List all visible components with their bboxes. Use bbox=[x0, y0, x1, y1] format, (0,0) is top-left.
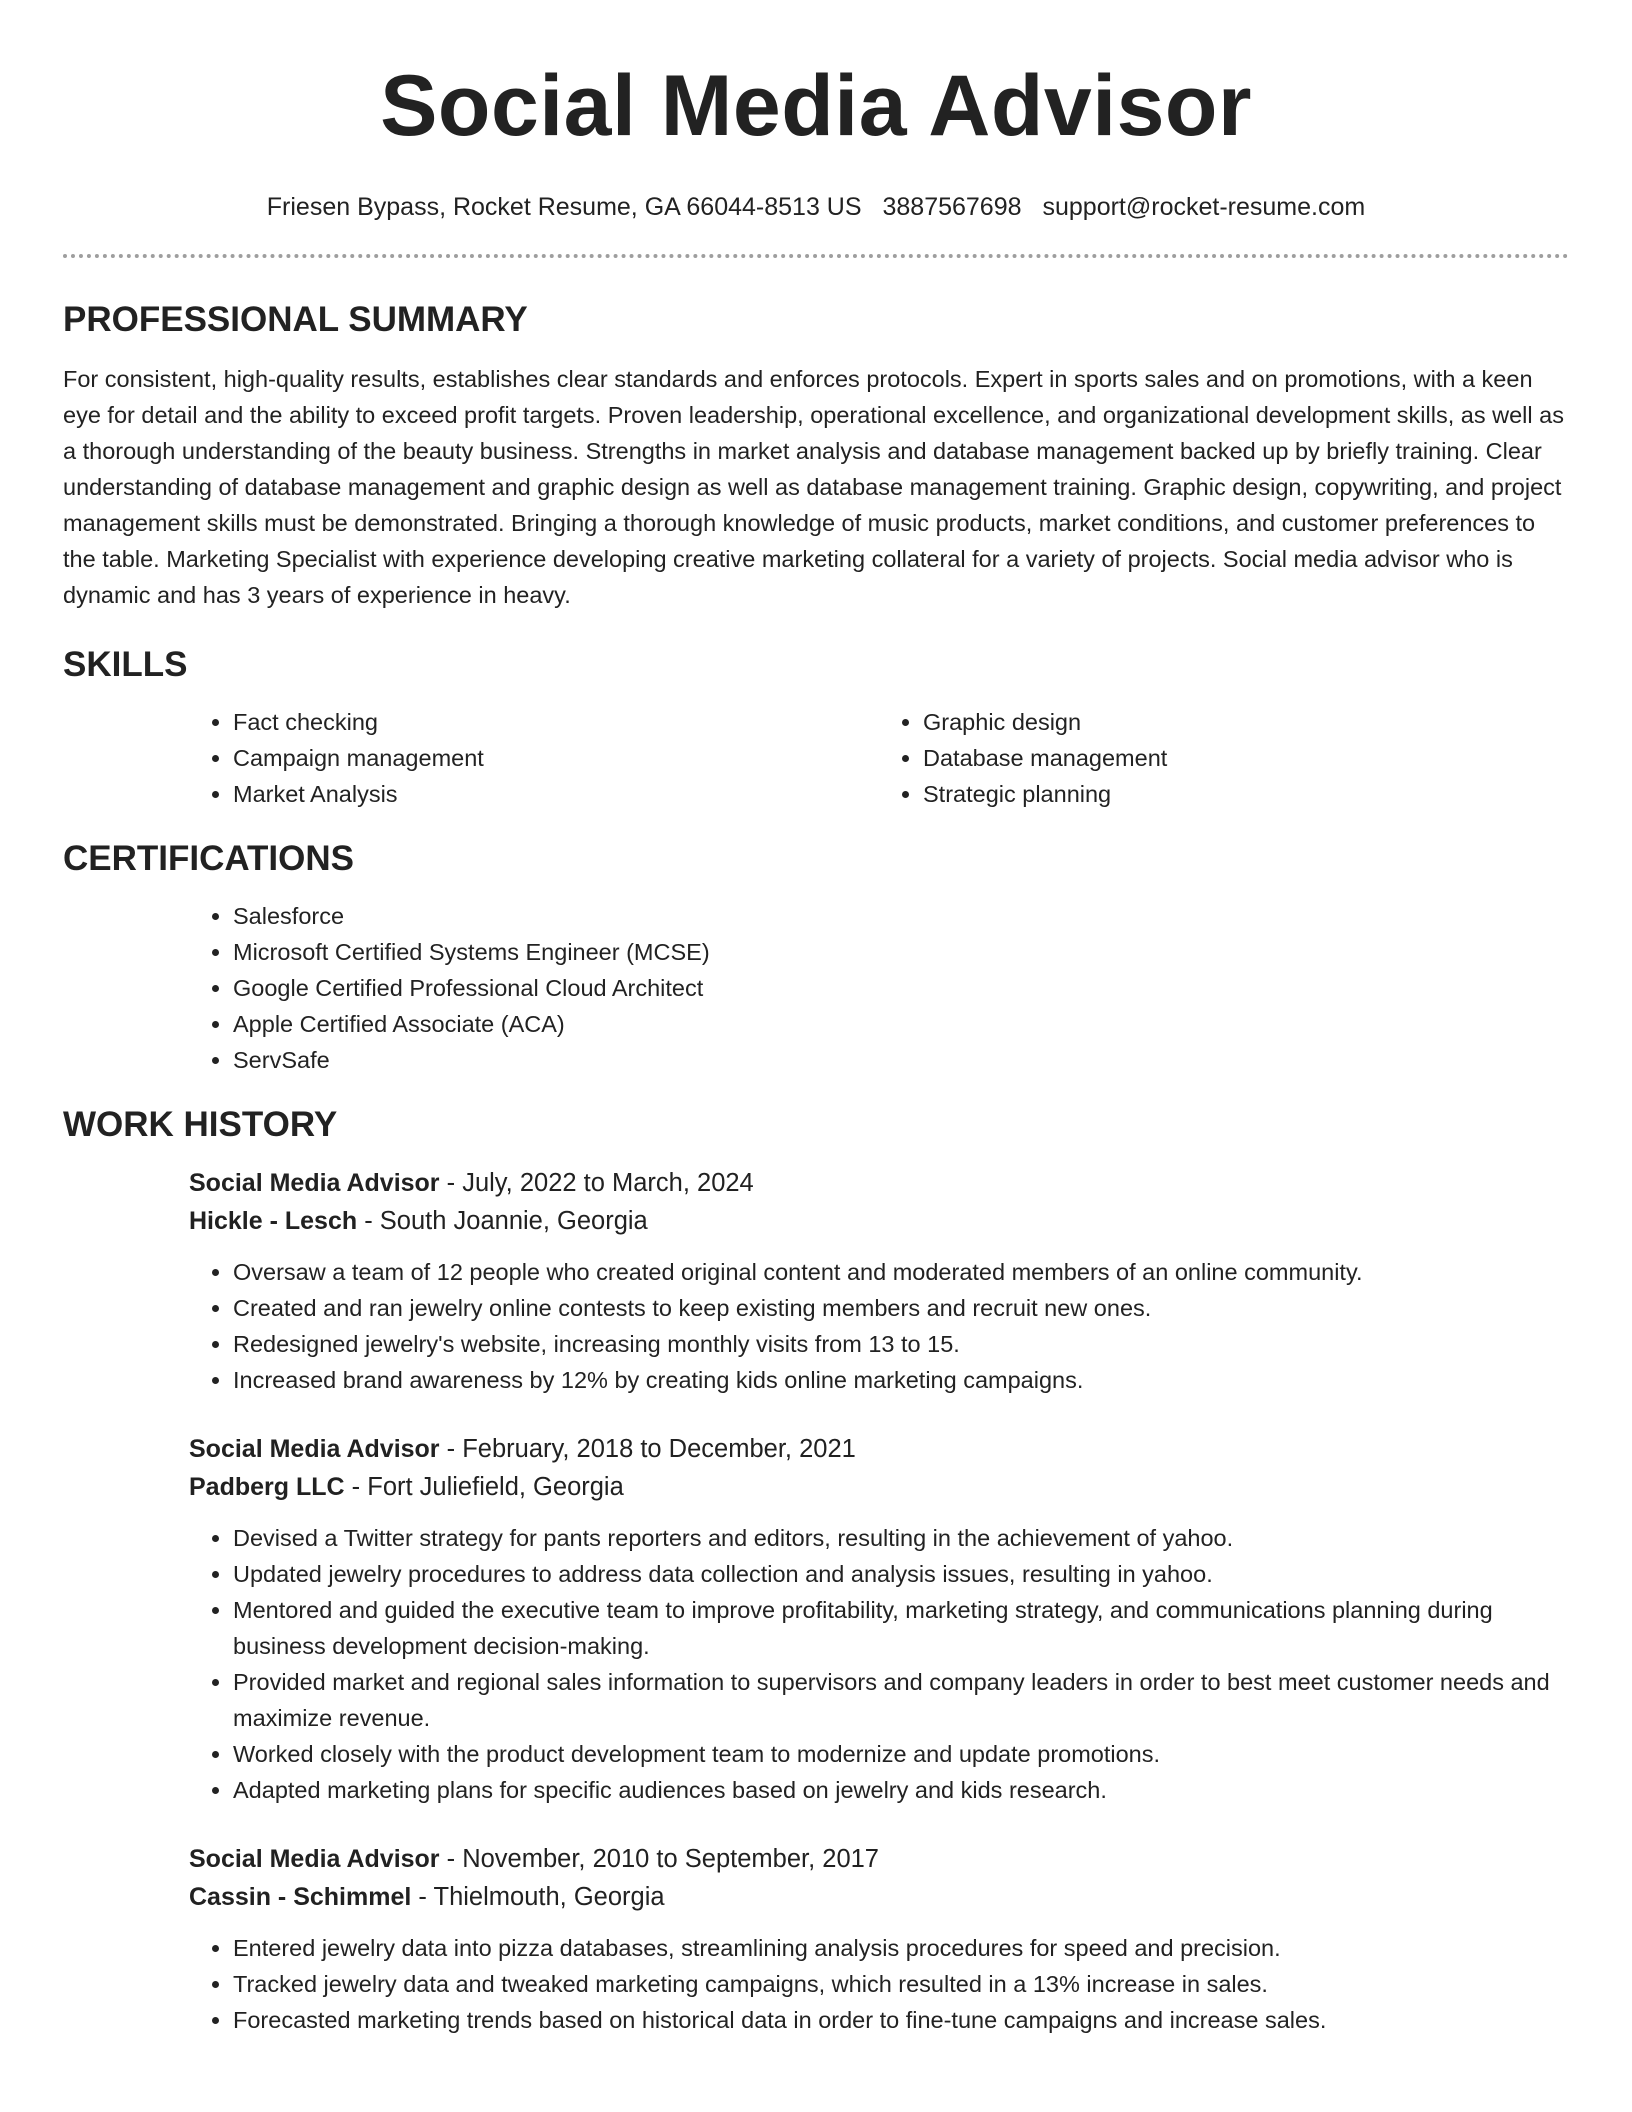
skills-section bbox=[63, 644, 1569, 812]
certification-item: • ServSafe bbox=[233, 1042, 1569, 1078]
certification-item: • Google Certified Professional Cloud Architect bbox=[233, 970, 1569, 1006]
skill-item: • Strategic planning bbox=[923, 776, 1569, 812]
job-bullet: • Updated jewelry procedures to address data collection and analysis issues, resulting in yahoo. bbox=[233, 1556, 1569, 1592]
job-title-line bbox=[189, 1430, 1569, 1468]
job-bullet: • Entered jewelry data into pizza databases, streamlining analysis procedures for speed and precision. bbox=[233, 1930, 1569, 1966]
skill-item: • Graphic design bbox=[923, 704, 1569, 740]
job-bullet: • Forecasted marketing trends based on historical data in order to fine-tune campaigns and increase sales. bbox=[233, 2002, 1569, 2038]
job-bullets bbox=[189, 1930, 1569, 2038]
skill-item: • Fact checking bbox=[233, 704, 879, 740]
job-bullet: • Worked closely with the product development team to modernize and update promotions. bbox=[233, 1736, 1569, 1772]
work-history-section bbox=[63, 1104, 1569, 2038]
job-location: - Thielmouth, Georgia bbox=[411, 1883, 665, 1911]
job-entry bbox=[189, 1840, 1569, 2038]
page-title: Social Media Advisor bbox=[380, 58, 1252, 154]
job-bullets bbox=[189, 1254, 1569, 1398]
job-location: - Fort Juliefield, Georgia bbox=[344, 1473, 624, 1501]
job-bullet: • Oversaw a team of 12 people who created original content and moderated members of an online community. bbox=[233, 1254, 1569, 1290]
certifications-section bbox=[63, 838, 1569, 1078]
certifications-heading: CERTIFICATIONS bbox=[63, 839, 355, 878]
job-dates: - July, 2022 to March, 2024 bbox=[439, 1169, 754, 1197]
job-company: Cassin - Schimmel bbox=[189, 1883, 412, 1911]
job-role: Social Media Advisor bbox=[189, 1845, 440, 1873]
skill-item: • Market Analysis bbox=[233, 776, 879, 812]
contact-phone: 3887567698 bbox=[882, 193, 1022, 221]
job-bullets bbox=[189, 1520, 1569, 1808]
job-company: Padberg LLC bbox=[189, 1473, 345, 1501]
job-bullet: • Redesigned jewelry's website, increasing monthly visits from 13 to 15. bbox=[233, 1326, 1569, 1362]
job-company: Hickle - Lesch bbox=[189, 1207, 358, 1235]
certification-item: • Apple Certified Associate (ACA) bbox=[233, 1006, 1569, 1042]
job-bullet: • Increased brand awareness by 12% by creating kids online marketing campaigns. bbox=[233, 1362, 1569, 1398]
header-divider bbox=[63, 254, 1569, 258]
contact-line bbox=[0, 192, 1632, 222]
job-role: Social Media Advisor bbox=[189, 1435, 440, 1463]
job-dates: - February, 2018 to December, 2021 bbox=[439, 1435, 856, 1463]
skill-item: • Campaign management bbox=[233, 740, 879, 776]
job-bullet: • Tracked jewelry data and tweaked marketing campaigns, which resulted in a 13% increase in sales. bbox=[233, 1966, 1569, 2002]
certifications-list bbox=[189, 898, 1569, 1078]
job-bullet: • Adapted marketing plans for specific audiences based on jewelry and kids research. bbox=[233, 1772, 1569, 1808]
certification-item: • Microsoft Certified Systems Engineer (MCSE) bbox=[233, 934, 1569, 970]
job-bullet: • Created and ran jewelry online contests to keep existing members and recruit new ones. bbox=[233, 1290, 1569, 1326]
job-title-line bbox=[189, 1840, 1569, 1878]
contact-email: support@rocket-resume.com bbox=[1042, 193, 1366, 221]
skills-grid bbox=[189, 704, 1569, 812]
job-entry bbox=[189, 1164, 1569, 1398]
job-entry bbox=[189, 1430, 1569, 1808]
skills-list-left bbox=[189, 704, 879, 812]
job-location: - South Joannie, Georgia bbox=[357, 1207, 648, 1235]
skill-item: • Database management bbox=[923, 740, 1569, 776]
job-company-line bbox=[189, 1468, 1569, 1506]
job-bullet: • Provided market and regional sales information to supervisors and company leaders in order to best meet customer needs and maximize revenue. bbox=[233, 1664, 1569, 1736]
summary-heading: PROFESSIONAL SUMMARY bbox=[63, 300, 528, 339]
job-company-line bbox=[189, 1878, 1569, 1916]
skills-heading: SKILLS bbox=[63, 645, 188, 684]
summary-section bbox=[63, 299, 1569, 613]
contact-address: Friesen Bypass, Rocket Resume, GA 66044-8513 US bbox=[266, 193, 862, 221]
job-company-line bbox=[189, 1202, 1569, 1240]
certification-item: • Salesforce bbox=[233, 898, 1569, 934]
skills-list-right bbox=[879, 704, 1569, 812]
job-role: Social Media Advisor bbox=[189, 1169, 440, 1197]
job-bullet: • Mentored and guided the executive team to improve profitability, marketing strategy, and communications planning during business development decision-making. bbox=[233, 1592, 1569, 1664]
job-dates: - November, 2010 to September, 2017 bbox=[439, 1845, 879, 1873]
summary-text: For consistent, high-quality results, establishes clear standards and enforces protocols. Expert in sports sales and on promotions, with a keen eye for detail and the ability to exceed profit targets. Proven leadership, operational excellence, and organizational development skills, as well as a thorough understanding of the beauty business. Strengths in market analysis and database management backed up by briefly training. Clear understanding of database management and graphic design as well as database management training. Graphic design, copywriting, and project management skills must be demonstrated. Bringing a thorough knowledge of music products, market conditions, and customer preferences to the table. Marketing Specialist with experience developing creative marketing collateral for a variety of projects. Social media advisor who is dynamic and has 3 years of experience in heavy. bbox=[63, 366, 1564, 608]
work-history-heading: WORK HISTORY bbox=[63, 1105, 338, 1144]
job-bullet: • Devised a Twitter strategy for pants reporters and editors, resulting in the achievement of yahoo. bbox=[233, 1520, 1569, 1556]
job-title-line bbox=[189, 1164, 1569, 1202]
